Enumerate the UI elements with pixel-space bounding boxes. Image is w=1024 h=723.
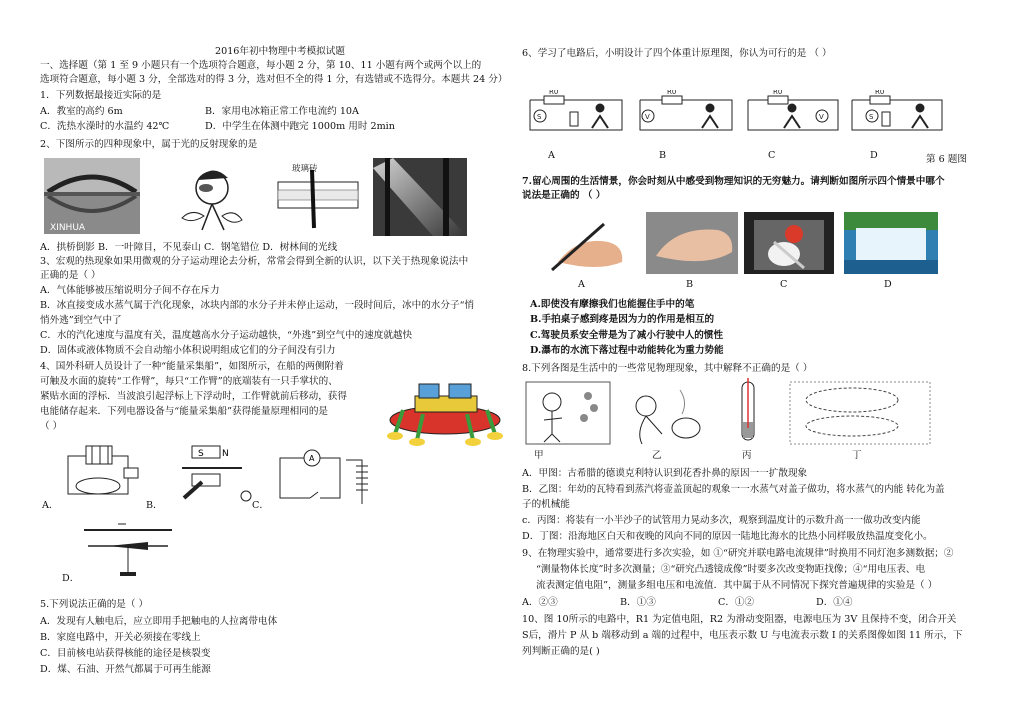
q6-label-c: C: [768, 150, 776, 161]
q3-option-a: A．气体能够被压缩说明分子间不存在斥力: [40, 285, 220, 296]
energy-boat-image: [385, 370, 503, 448]
q6-circuit-diagrams: [522, 90, 992, 150]
q6-label-b: B: [659, 150, 667, 161]
electromagnet-circuit-image: [270, 446, 370, 512]
glass-block-pen-image: [268, 168, 368, 230]
q7-label-a: A: [578, 279, 585, 290]
q5-option-d: D．煤、石油、开然气都属于可再生能源: [40, 664, 211, 675]
driver-seatbelt-image: [744, 212, 834, 274]
q3-option-d: D．固体或液体物质不会自动缩小体积说明组成它们的分子间没有引力: [40, 345, 336, 356]
q9-option-d: D．①④: [816, 597, 853, 608]
svg-text:R0: R0: [875, 90, 885, 96]
sand-test-tube-image: [716, 378, 782, 448]
hand-table-image: [646, 212, 738, 274]
q3-option-b-cont: 悄外逃”到空气中了: [40, 315, 122, 326]
q1-option-d: D．中学生在体测中跑完 1000m 用时 2min: [205, 121, 395, 132]
q6-label-d: D: [870, 150, 878, 161]
q1-option-c: C．洗热水澡时的水温约 42℃: [40, 121, 170, 132]
svg-text:R0: R0: [549, 90, 559, 96]
svg-text:S: S: [198, 449, 204, 459]
svg-text:S: S: [869, 113, 874, 121]
q3-option-b: B．冰直接变成水蒸气属于汽化现象，冰块内部的水分子并未停止运动，一段时间后，冰中的水分子“悄: [40, 300, 475, 311]
q3-line-1: 3、宏观的热现象如果用微观的分子运动理论去分析，常常会得到全新的认识，以下关于热现象说法中: [40, 256, 469, 267]
q4-label-c: C．: [252, 500, 269, 511]
oersted-compass-image: [78, 516, 178, 580]
q8-option-b-cont: 子的机械能: [522, 499, 570, 510]
q1-option-b: B．家用电冰箱正常工作电流约 10A: [205, 106, 359, 117]
q4-line-5: （ ）: [40, 421, 63, 432]
q7-stem-line-1: 7.留心周围的生活情景，你会时刻从中感受到物理知识的无穷魅力。请判断如图所示四个情景中哪个: [522, 176, 945, 187]
q5-option-b: B．家庭电路中，开关必须接在零线上: [40, 632, 201, 643]
q4-label-d: D．: [62, 573, 80, 584]
q8-option-b: B．乙图：年幼的瓦特看到蒸汽将壶盖顶起的观象一一水蒸气对盖子做功，将水蒸气的内能 转化为盖: [522, 484, 945, 495]
svg-text:R0: R0: [773, 90, 783, 96]
waterfall-image: [844, 212, 938, 274]
q4-line-3: 紧贴水面的浮标．当波浪引起浮标上下浮动时，工作臂就前后移动，获得: [40, 391, 347, 402]
q5-option-c: C．目前核电站获得核能的途径是核裂变: [40, 648, 211, 659]
q2-stem: 2、下图所示的四种现象中，属于光的反射现象的是: [40, 139, 258, 150]
q10-line-1: 10、图 10所示的电路中，R1 为定值电阻，R2 为滑动变阻器，电源电压为 3V 且保持不变，闭合开关: [522, 614, 957, 625]
paper-title: 2016年初中物理中考模拟试题: [215, 46, 345, 57]
q10-line-3: 列判断正确的是( ): [522, 646, 600, 657]
sea-breeze-image: [786, 378, 936, 448]
q3-option-c: C．水的汽化速度与温度有关，温度越高水分子运动越快，“外逃”到空气中的速度就越快: [40, 330, 413, 341]
q7-option-c: C.驾驶员系安全带是为了减小行驶中人的惯性: [530, 330, 724, 341]
svg-text:A: A: [309, 454, 315, 463]
q7-stem-line-2: 说法是正确的 （ ）: [522, 190, 606, 201]
q4-label-a: A．: [42, 500, 59, 511]
q6-figure-caption: 第 6 题图: [926, 154, 967, 165]
q6-label-a: A: [548, 150, 555, 161]
q10-line-2: S后，滑片 P 从 b 端移动到 a 端的过程中，电压表示数 U 与电流表示数 I 的关系图像如图 11 所示，下: [522, 630, 963, 641]
bridge-reflection-image: [44, 158, 140, 234]
svg-text:N: N: [222, 449, 229, 459]
q8-label-jia: 甲: [534, 450, 544, 461]
q9-line-1: 9、在物理实验中，通常要进行多次实验，如 ①“研究并联电路电流规律”时换用不同灯泡多测数据；②: [522, 548, 954, 559]
q5-option-a: A．发现有人触电后，应立即用手把触电的人拉离带电体: [40, 616, 278, 627]
generator-coil-image: [162, 438, 258, 508]
q2-options: A．拱桥倒影 B．一叶障目，不见泰山 C．钢笔错位 D．树林间的光线: [40, 242, 338, 253]
democritus-flower-image: [522, 378, 612, 448]
q7-label-b: B: [686, 279, 694, 290]
section-header-line-1: 一、选择题（第 1 至 9 小题只有一个选项符合题意，每小题 2 分，第 10、11 小题有两个或两个以上的: [40, 60, 482, 71]
q7-option-d: D.瀑布的水流下落过程中动能转化为重力势能: [530, 345, 724, 356]
q4-label-b: B．: [146, 500, 163, 511]
svg-text:V: V: [819, 113, 824, 121]
xinhua-watermark: XINHUA: [50, 223, 86, 233]
q3-line-2: 正确的是（ ）: [40, 270, 101, 281]
q9-option-a: A．②③: [522, 597, 558, 608]
q7-label-d: D: [884, 279, 892, 290]
svg-text:V: V: [645, 113, 650, 121]
q9-option-b: B．①③: [620, 597, 656, 608]
q5-stem: 5.下列说法正确的是（ ）: [40, 599, 149, 610]
q1-stem: 1．下列数据最接近实际的是: [40, 90, 162, 101]
watt-kettle-image: [616, 378, 712, 448]
q6-stem: 6、学习了电路后，小明设计了四个体重计原理图，你认为可行的是 （ ）: [522, 48, 832, 59]
q8-label-yi: 乙: [652, 450, 662, 461]
q4-line-1: 4、国外科研人员设计了一种“能量采集船”，如图所示，在船的两侧附着: [40, 361, 344, 372]
q9-line-3: 流表测定值电阻”，测量多组电压和电流值．其中属于从不同情况下探究普遍规律的实验是（ ）: [536, 580, 938, 591]
q7-option-b: B.手拍桌子感到疼是因为力的作用是相互的: [530, 314, 715, 325]
hand-pen-image: [538, 212, 628, 274]
q9-option-c: C．①②: [718, 597, 755, 608]
q7-label-c: C: [780, 279, 788, 290]
svg-text:S: S: [537, 113, 542, 121]
q8-stem: 8.下列各图是生活中的一些常见物理现象，其中解释不正确的是（ ）: [522, 363, 813, 374]
q8-label-ding: 丁: [852, 450, 862, 461]
forest-light-image: [373, 158, 467, 236]
q8-option-c: c．丙图：将装有一小半沙子的试管用力晃动多次，观察到温度计的示数升高一一做功改变内能: [522, 515, 921, 526]
q4-line-4: 电能储存起来．下列电器设备与“能量采集船”获得能量原理相同的是: [40, 406, 329, 417]
q8-option-d: D．丁图：沿海地区白天和夜晚的风向不同的原因一陆地比海水的比热小同样吸放热温度变化小。: [522, 531, 933, 542]
section-header-line-2: 选项符合题意，每小题 3 分，全部选对的得 3 分，选对但不全的得 1 分，有选错或不选得分。本题共 24 分）: [40, 74, 508, 85]
q7-option-a: A.即使没有摩擦我们也能握住手中的笔: [530, 299, 695, 310]
q1-option-a: A．教室的高约 6m: [40, 106, 123, 117]
q8-option-a: A．甲图：古希腊的德谟克利特认识到花香扑鼻的原因一一扩散现象: [522, 468, 808, 479]
leaf-eye-image: [162, 158, 254, 238]
battery-motor-circuit-image: [58, 438, 148, 504]
q4-line-2: 可触及水面的旋转“工作臂”，每只“工作臂”的底端装有一只手掌状的、: [40, 376, 338, 387]
glass-block-label: 玻璃砖: [292, 164, 318, 174]
q9-line-2: “测量物体长度”时多次测量；③“研究凸透镜成像”时要多次改变物距找像；④“用电压表、电: [536, 564, 926, 575]
q8-label-bing: 丙: [742, 450, 752, 461]
svg-text:R0: R0: [667, 90, 677, 96]
